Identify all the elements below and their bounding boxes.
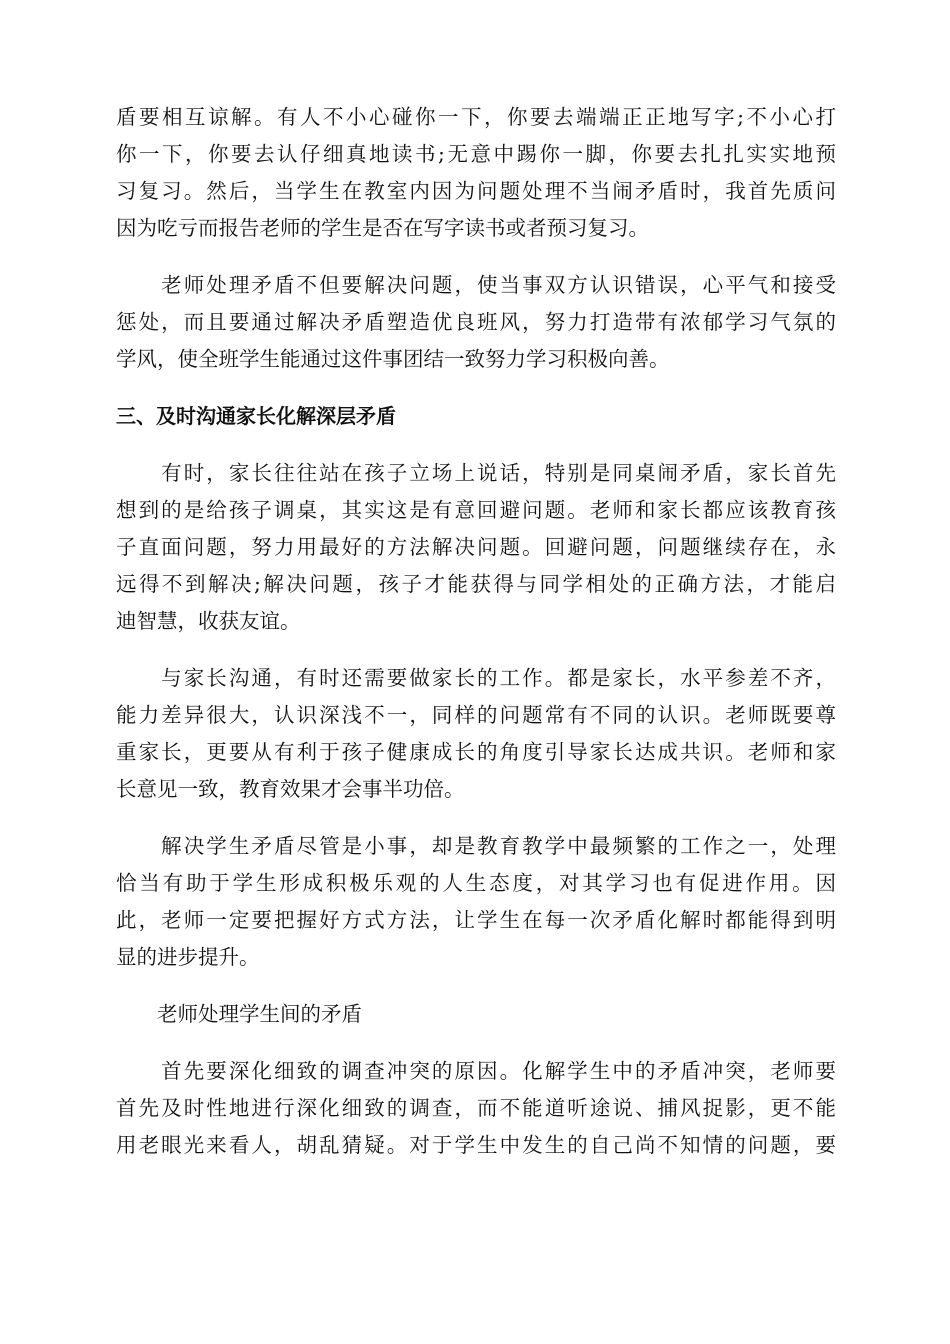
paragraph	[116, 1053, 836, 1164]
text-line: 习复习。然后，当学生在教室内因为问题处理不当闹矛盾时，我首先质问	[116, 179, 836, 203]
text-line: 想到的是给孩子调桌，其实这是有意回避问题。老师和家长都应该教育孩	[116, 498, 836, 522]
section-heading: 三、及时沟通家长化解深层矛盾	[116, 404, 396, 428]
text-line: 你一下，你要去认仔细真地读书;无意中踢你一脚，你要去扎扎实实地预	[116, 142, 836, 166]
paragraph	[116, 267, 836, 378]
text-line: 与家长沟通，有时还需要做家长的工作。都是家长，水平参差不齐，	[116, 666, 836, 690]
paragraph	[116, 660, 836, 808]
paragraph	[116, 996, 836, 1033]
text-line: 盾要相互谅解。有人不小心碰你一下，你要去端端正正地写字;不小心打	[116, 105, 836, 129]
text-line: 恰当有助于学生形成积极乐观的人生态度，对其学习也有促进作用。因	[116, 871, 836, 895]
text-line: 用老眼光来看人，胡乱猜疑。对于学生中发生的自己尚不知情的问题，要	[116, 1133, 836, 1157]
text-line: 重家长，更要从有利于孩子健康成长的角度引导家长达成共识。老师和家	[116, 740, 836, 764]
text-line: 显的进步提升。	[116, 945, 260, 969]
paragraph	[116, 455, 836, 640]
text-line: 能力差异很大，认识深浅不一，同样的问题常有不同的认识。老师既要尊	[116, 703, 836, 727]
paragraph	[116, 99, 836, 247]
text-line: 惩处，而且要通过解决矛盾塑造优良班风，努力打造带有浓郁学习气氛的	[116, 310, 836, 334]
text-line: 迪智慧，收获友谊。	[116, 609, 301, 633]
text-line: 老师处理矛盾不但要解决问题，使当事双方认识错误，心平气和接受	[116, 273, 836, 297]
text-line: 子直面问题，努力用最好的方法解决问题。回避问题，问题继续存在，永	[116, 535, 836, 559]
text-line: 首先及时性地进行深化细致的调查，而不能道听途说、捕风捉影，更不能	[116, 1096, 836, 1120]
text-line: 解决学生矛盾尽管是小事，却是教育教学中最频繁的工作之一，处理	[116, 834, 836, 858]
text-line: 此，老师一定要把握好方式方法，让学生在每一次矛盾化解时都能得到明	[116, 908, 836, 932]
document-page	[116, 99, 836, 1184]
text-line: 远得不到解决;解决问题，孩子才能获得与同学相处的正确方法，才能启	[116, 572, 836, 596]
text-line: 长意见一致，教育效果才会事半功倍。	[116, 777, 465, 801]
text-line: 老师处理学生间的矛盾	[116, 1002, 362, 1026]
text-line: 因为吃亏而报告老师的学生是否在写字读书或者预习复习。	[116, 216, 649, 240]
text-line: 学风，使全班学生能通过这件事团结一致努力学习积极向善。	[116, 347, 670, 371]
paragraph	[116, 828, 836, 976]
text-line: 有时，家长往往站在孩子立场上说话，特别是同桌闹矛盾，家长首先	[116, 461, 836, 485]
text-line: 首先要深化细致的调查冲突的原因。化解学生中的矛盾冲突，老师要	[116, 1059, 836, 1083]
